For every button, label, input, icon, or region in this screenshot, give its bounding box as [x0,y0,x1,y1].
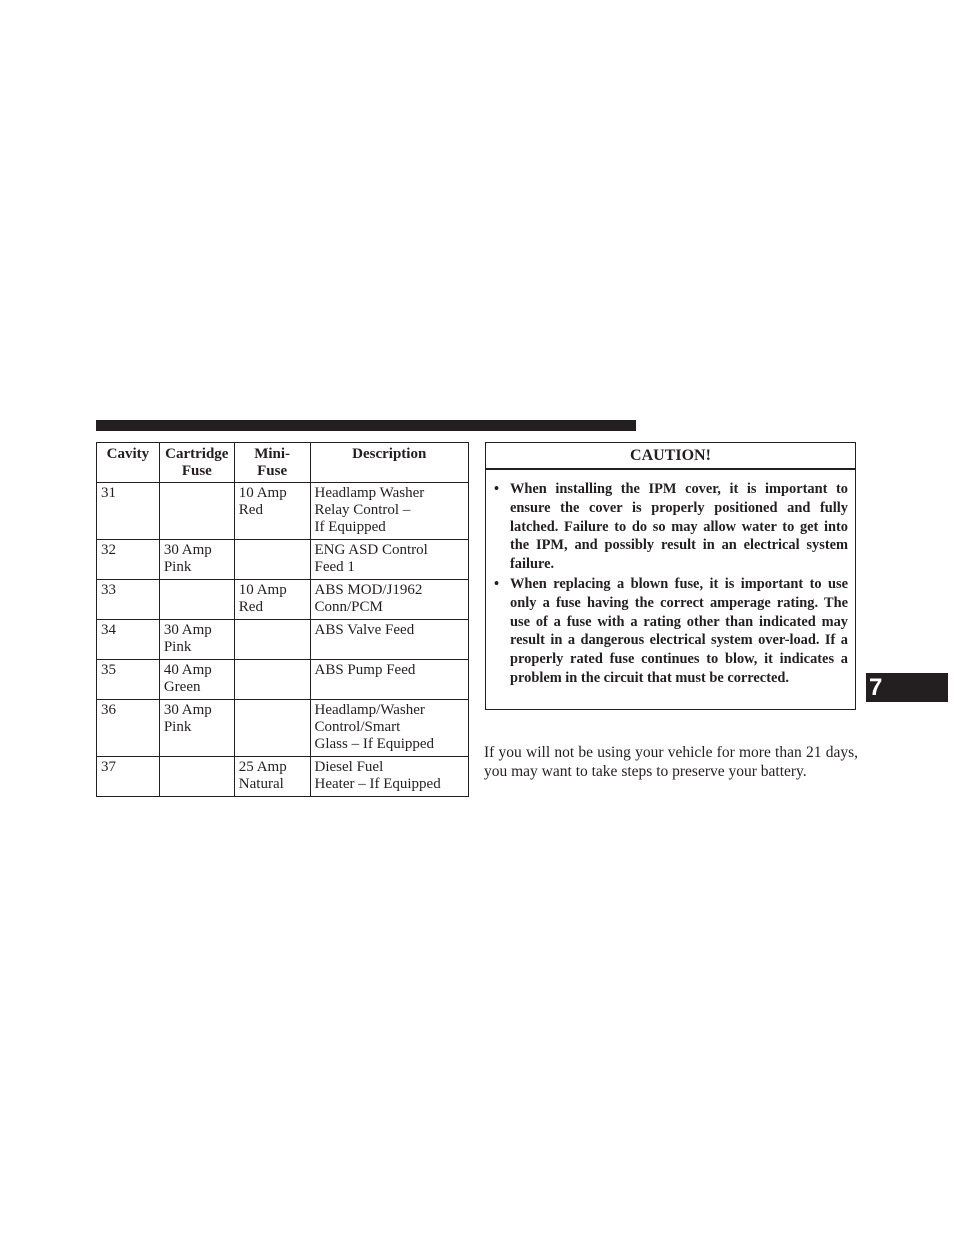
mini-fuse-cell: 10 Amp Red [234,483,310,540]
table-row [97,540,469,580]
description-cell: ABS MOD/J1962 Conn/PCM [310,580,469,620]
cartridge-fuse-cell: 30 Amp Pink [159,540,234,580]
cavity-cell: 32 [97,540,160,580]
caution-item-text: When installing the IPM cover, it is important to ensure the cover is properly positioned and fully latched. Failure to do so may allow water to get into the IPM, and possibly result in an electrical system failure. [510,481,848,573]
section-rule [96,420,636,431]
caution-item [494,480,848,574]
caution-box [485,442,856,710]
description-cell: ABS Pump Feed [310,660,469,700]
mini-fuse-cell [234,540,310,580]
cavity-cell: 37 [97,757,160,797]
bullet-icon: • [494,575,500,592]
mini-fuse-cell [234,700,310,757]
mini-fuse-cell: 10 Amp Red [234,580,310,620]
fuse-table [96,442,469,797]
cartridge-fuse-cell: 30 Amp Pink [159,620,234,660]
description-cell: Diesel Fuel Heater – If Equipped [310,757,469,797]
header-description: Description [310,443,469,483]
table-row [97,620,469,660]
body-paragraph: If you will not be using your vehicle for more than 21 days, you may want to take steps to preserve your battery. [484,744,858,780]
caution-item [494,575,848,688]
cartridge-fuse-cell [159,483,234,540]
table-row [97,757,469,797]
cartridge-fuse-cell [159,580,234,620]
header-cavity: Cavity [97,443,160,483]
caution-title: CAUTION! [486,443,855,470]
table-row [97,660,469,700]
cartridge-fuse-cell [159,757,234,797]
description-cell: Headlamp Washer Relay Control – If Equipped [310,483,469,540]
bullet-icon: • [494,481,500,497]
header-mini-fuse: Mini- Fuse [234,443,310,483]
caution-item-text: When replacing a blown fuse, it is important to use only a fuse having the correct amperage rating. The use of a fuse with a rating other than indicated may result in a dangerous electrical system over-load. If a properly rated fuse continues to blow, it indicates a problem in the circuit that must be corrected. [510,575,848,686]
cavity-cell: 35 [97,660,160,700]
table-header-row [97,443,469,483]
cavity-cell: 31 [97,483,160,540]
chapter-tab: 7 [866,673,948,702]
description-cell: ENG ASD Control Feed 1 [310,540,469,580]
cavity-cell: 36 [97,700,160,757]
cavity-cell: 33 [97,580,160,620]
mini-fuse-cell [234,620,310,660]
description-cell: Headlamp/Washer Control/Smart Glass – If Equipped [310,700,469,757]
description-cell: ABS Valve Feed [310,620,469,660]
header-cartridge-fuse: Cartridge Fuse [159,443,234,483]
mini-fuse-cell [234,660,310,700]
cavity-cell: 34 [97,620,160,660]
mini-fuse-cell: 25 Amp Natural [234,757,310,797]
table-row [97,580,469,620]
table-row [97,700,469,757]
cartridge-fuse-cell: 40 Amp Green [159,660,234,700]
cartridge-fuse-cell: 30 Amp Pink [159,700,234,757]
table-row [97,483,469,540]
